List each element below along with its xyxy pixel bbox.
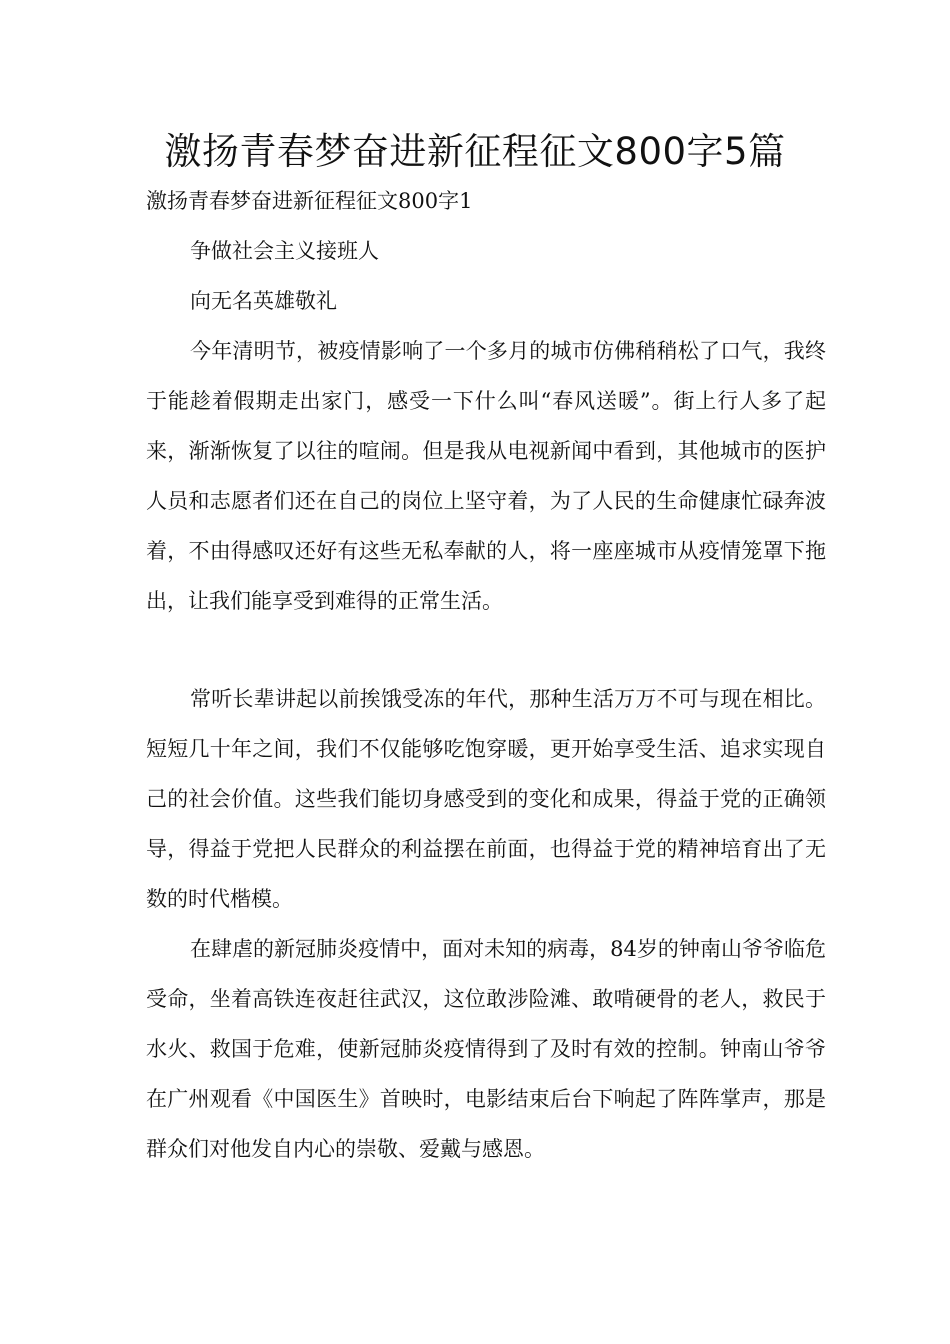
- paragraph-3: 在肆虐的新冠肺炎疫情中，面对未知的病毒，84岁的钟南山爷爷临危受命，坐着高铁连夜赶往武汉，这位敢涉险滩、敢啃硬骨的老人，救民于水火、救国于危难，使新冠肺炎疫情得到了及时有效的控制。钟南山爷爷在广州观看《中国医生》首映时，电影结束后台下响起了阵阵掌声，那是群众们对他发自内心的崇敬、爱戴与感恩。: [146, 937, 826, 1161]
- essay-subtitle: 激扬青春梦奋进新征程征文800字1: [146, 189, 473, 213]
- essay-heading-2: 向无名英雄敬礼: [190, 289, 337, 313]
- document-title: 激扬青春梦奋进新征程征文800字5篇: [164, 130, 786, 173]
- paragraph-2: 常听长辈讲起以前挨饿受冻的年代，那种生活万万不可与现在相比。短短几十年之间，我们不仅能够吃饱穿暖，更开始享受生活、追求实现自己的社会价值。这些我们能切身感受到的变化和成果，得益于党的正确领导，得益于党把人民群众的利益摆在前面，也得益于党的精神培育出了无数的时代楷模。: [146, 687, 826, 911]
- paragraph-1: 今年清明节，被疫情影响了一个多月的城市仿佛稍稍松了口气，我终于能趁着假期走出家门，感受一下什么叫“春风送暖”。街上行人多了起来，渐渐恢复了以往的喧闹。但是我从电视新闻中看到，其他城市的医护人员和志愿者们还在自己的岗位上坚守着，为了人民的生命健康忙碌奔波着，不由得感叹还好有这些无私奉献的人，将一座座城市从疫情笼罩下拖出，让我们能享受到难得的正常生活。: [146, 339, 826, 613]
- essay-heading-1: 争做社会主义接班人: [190, 239, 379, 263]
